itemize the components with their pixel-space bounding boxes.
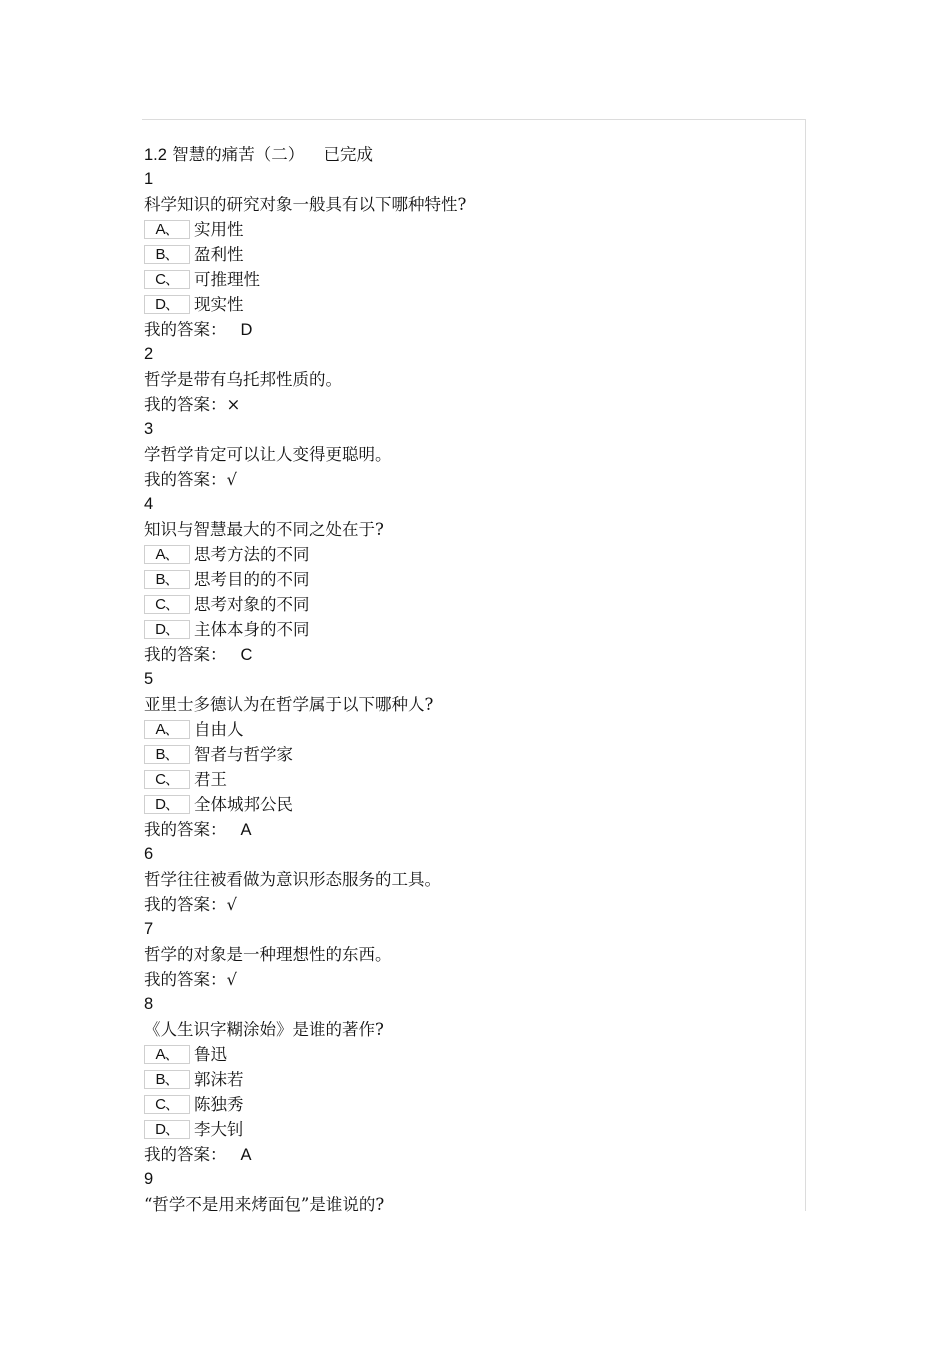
option-text: 智者与哲学家 (194, 745, 293, 764)
question-text: 科学知识的研究对象一般具有以下哪种特性? (144, 195, 467, 214)
option-text: 君王 (194, 770, 227, 789)
section-number: 1.2 (144, 146, 167, 164)
option-letter: C、 (144, 1095, 190, 1114)
status-badge: 已完成 (323, 145, 373, 164)
option-letter: B、 (144, 745, 190, 764)
option-letter: C、 (144, 270, 190, 289)
answer-label: 我的答案： (144, 1145, 227, 1164)
option-letter: B、 (144, 570, 190, 589)
question-number: 5 (144, 670, 154, 688)
answer-label: 我的答案： (144, 395, 227, 414)
option-item[interactable] (144, 1092, 794, 1117)
answer-label: 我的答案： (144, 645, 227, 664)
my-answer (144, 467, 794, 492)
question-number: 6 (144, 845, 154, 863)
option-letter: A、 (144, 545, 190, 564)
answer-label: 我的答案： (144, 320, 227, 339)
option-letter: A、 (144, 1045, 190, 1064)
answer-value: √ (226, 970, 238, 989)
option-letter: C、 (144, 595, 190, 614)
question-number: 2 (144, 345, 154, 363)
my-answer (144, 642, 794, 667)
option-letter: A、 (144, 220, 190, 239)
option-text: 主体本身的不同 (194, 620, 310, 639)
option-item[interactable] (144, 767, 794, 792)
question-text: 哲学的对象是一种理想性的东西。 (144, 945, 392, 964)
option-item[interactable] (144, 1042, 794, 1067)
my-answer (144, 967, 794, 992)
answer-value: √ (226, 470, 238, 489)
option-item[interactable] (144, 217, 794, 242)
my-answer (144, 392, 794, 417)
my-answer (144, 317, 794, 342)
section-title: 智慧的痛苦（二） (172, 145, 305, 164)
question-text: “哲学不是用来烤面包”是谁说的? (144, 1195, 385, 1214)
option-text: 郭沫若 (194, 1070, 244, 1089)
option-letter: D、 (144, 795, 190, 814)
question-number: 3 (144, 420, 154, 438)
question-number: 4 (144, 495, 154, 513)
my-answer (144, 1142, 794, 1167)
option-text: 实用性 (194, 220, 244, 239)
option-text: 盈利性 (194, 245, 244, 264)
option-text: 思考方法的不同 (194, 545, 310, 564)
option-text: 思考对象的不同 (194, 595, 310, 614)
option-item[interactable] (144, 1117, 794, 1142)
answer-value: D (240, 321, 253, 339)
question-number: 1 (144, 170, 154, 188)
answer-label: 我的答案： (144, 895, 227, 914)
option-item[interactable] (144, 742, 794, 767)
answer-label: 我的答案： (144, 470, 227, 489)
option-text: 鲁迅 (194, 1045, 227, 1064)
answer-label: 我的答案： (144, 820, 227, 839)
question-number: 8 (144, 995, 154, 1013)
option-item[interactable] (144, 592, 794, 617)
question-text: 亚里士多德认为在哲学属于以下哪种人? (144, 695, 434, 714)
option-text: 全体城邦公民 (194, 795, 293, 814)
question-text: 《人生识字糊涂始》是谁的著作? (144, 1020, 384, 1039)
question-text: 哲学是带有乌托邦性质的。 (144, 370, 342, 389)
option-letter: D、 (144, 295, 190, 314)
option-text: 自由人 (194, 720, 244, 739)
option-letter: A、 (144, 720, 190, 739)
option-letter: C、 (144, 770, 190, 789)
answer-value: √ (226, 895, 238, 914)
question-number: 7 (144, 920, 154, 938)
option-letter: D、 (144, 1120, 190, 1139)
answer-label: 我的答案： (144, 970, 227, 989)
page-title (144, 142, 794, 167)
answer-value: A (240, 1146, 252, 1164)
answer-value: C (240, 646, 253, 664)
option-text: 现实性 (194, 295, 244, 314)
option-item[interactable] (144, 242, 794, 267)
answer-value: × (226, 395, 241, 414)
option-item[interactable] (144, 267, 794, 292)
option-item[interactable] (144, 1067, 794, 1092)
option-item[interactable] (144, 717, 794, 742)
my-answer (144, 892, 794, 917)
option-item[interactable] (144, 792, 794, 817)
option-text: 可推理性 (194, 270, 260, 289)
document-content (144, 142, 794, 1217)
answer-value: A (240, 821, 252, 839)
option-text: 李大钊 (194, 1120, 244, 1139)
question-number: 9 (144, 1170, 154, 1188)
question-text: 知识与智慧最大的不同之处在于? (144, 520, 384, 539)
option-text: 陈独秀 (194, 1095, 244, 1114)
option-text: 思考目的的不同 (194, 570, 310, 589)
question-text: 哲学往往被看做为意识形态服务的工具。 (144, 870, 441, 889)
option-item[interactable] (144, 542, 794, 567)
option-letter: B、 (144, 245, 190, 264)
option-item[interactable] (144, 617, 794, 642)
question-text: 学哲学肯定可以让人变得更聪明。 (144, 445, 392, 464)
option-item[interactable] (144, 292, 794, 317)
option-letter: D、 (144, 620, 190, 639)
my-answer (144, 817, 794, 842)
option-letter: B、 (144, 1070, 190, 1089)
option-item[interactable] (144, 567, 794, 592)
